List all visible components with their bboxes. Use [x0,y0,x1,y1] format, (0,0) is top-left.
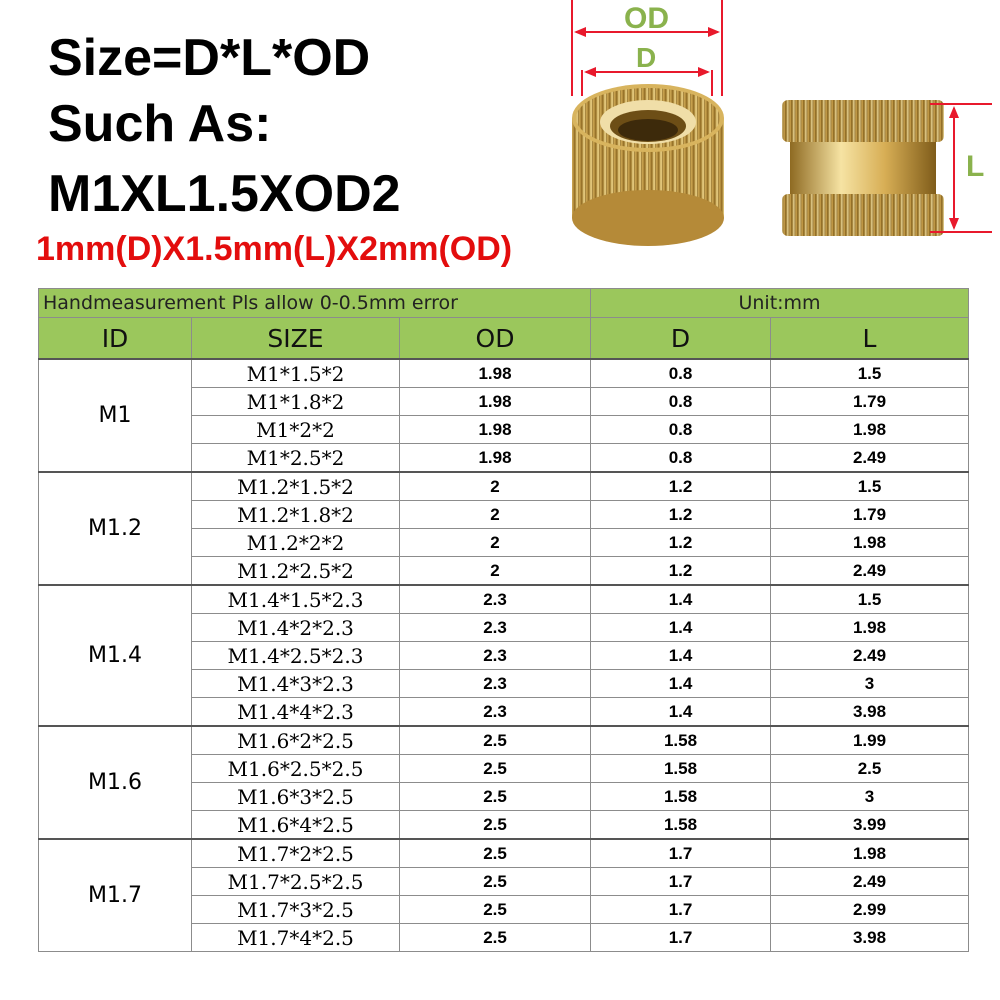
size-cell: M1.7*3*2.5 [192,896,400,924]
unit-note: Unit:mm [591,289,969,318]
d-cell: 1.58 [591,726,771,755]
brass-insert-side-view [780,100,946,236]
l-cell: 1.98 [771,614,969,642]
d-cell: 1.2 [591,557,771,586]
group-id-cell: M1.4 [39,585,192,726]
size-formula-title: Size=D*L*OD [48,29,371,87]
od-cell: 2 [400,557,591,586]
column-header: L [771,318,969,360]
d-cell: 0.8 [591,388,771,416]
od-cell: 2.3 [400,670,591,698]
l-cell: 1.5 [771,472,969,501]
d-cell: 0.8 [591,359,771,388]
od-cell: 2.5 [400,896,591,924]
od-cell: 2.5 [400,811,591,840]
size-cell: M1.4*1.5*2.3 [192,585,400,614]
size-cell: M1.2*2*2 [192,529,400,557]
l-cell: 1.98 [771,839,969,868]
od-cell: 2 [400,472,591,501]
d-cell: 1.58 [591,755,771,783]
d-cell: 1.2 [591,472,771,501]
l-cell: 1.98 [771,416,969,444]
l-cell: 3 [771,783,969,811]
d-cell: 1.2 [591,529,771,557]
size-cell: M1*2*2 [192,416,400,444]
l-cell: 1.98 [771,529,969,557]
size-cell: M1.6*2*2.5 [192,726,400,755]
size-cell: M1.4*3*2.3 [192,670,400,698]
d-cell: 1.58 [591,783,771,811]
l-cell: 2.5 [771,755,969,783]
column-header: D [591,318,771,360]
d-cell: 1.4 [591,585,771,614]
d-label: D [636,42,657,73]
size-cell: M1.4*2.5*2.3 [192,642,400,670]
table-row [39,585,969,614]
l-cell: 3.99 [771,811,969,840]
od-cell: 2.5 [400,868,591,896]
od-cell: 2.5 [400,755,591,783]
d-cell: 1.7 [591,924,771,952]
column-header: SIZE [192,318,400,360]
size-cell: M1.6*2.5*2.5 [192,755,400,783]
od-cell: 1.98 [400,359,591,388]
l-cell: 1.99 [771,726,969,755]
od-cell: 1.98 [400,416,591,444]
od-cell: 1.98 [400,388,591,416]
od-cell: 2.5 [400,924,591,952]
d-cell: 1.58 [591,811,771,840]
d-cell: 1.2 [591,501,771,529]
od-cell: 2.3 [400,614,591,642]
table-row [39,726,969,755]
size-cell: M1.7*2*2.5 [192,839,400,868]
od-cell: 2 [400,529,591,557]
od-cell: 2.3 [400,698,591,727]
l-dimension-lines [930,96,1000,242]
od-cell: 2 [400,501,591,529]
group-id-cell: M1.7 [39,839,192,952]
od-cell: 2.5 [400,839,591,868]
size-cell: M1.4*4*2.3 [192,698,400,727]
header-row [39,318,969,360]
size-cell: M1*1.5*2 [192,359,400,388]
size-cell: M1.7*4*2.5 [192,924,400,952]
size-cell: M1.2*2.5*2 [192,557,400,586]
size-cell: M1*1.8*2 [192,388,400,416]
group-id-cell: M1 [39,359,192,472]
brass-insert-front-view [568,78,728,250]
d-cell: 0.8 [591,416,771,444]
l-label: L [966,150,985,183]
od-cell: 1.98 [400,444,591,473]
d-cell: 1.4 [591,698,771,727]
measurement-note: Handmeasurement Pls allow 0-0.5mm error [39,289,591,318]
l-cell: 3.98 [771,698,969,727]
l-cell: 2.49 [771,444,969,473]
l-cell: 2.49 [771,642,969,670]
example-dimensions: 1mm(D)X1.5mm(L)X2mm(OD) [36,230,513,268]
size-cell: M1.4*2*2.3 [192,614,400,642]
d-cell: 1.4 [591,670,771,698]
size-cell: M1.7*2.5*2.5 [192,868,400,896]
table-row [39,839,969,868]
d-cell: 1.4 [591,642,771,670]
l-cell: 3.98 [771,924,969,952]
table-row [39,472,969,501]
group-id-cell: M1.6 [39,726,192,839]
l-cell: 3 [771,670,969,698]
spec-table-body [39,359,969,952]
l-cell: 1.5 [771,585,969,614]
l-cell: 2.49 [771,557,969,586]
size-cell: M1.6*4*2.5 [192,811,400,840]
od-cell: 2.3 [400,585,591,614]
column-header: ID [39,318,192,360]
column-header: OD [400,318,591,360]
od-label: OD [624,2,669,35]
size-cell: M1.6*3*2.5 [192,783,400,811]
od-cell: 2.5 [400,783,591,811]
group-id-cell: M1.2 [39,472,192,585]
l-cell: 1.79 [771,501,969,529]
such-as-label: Such As: [48,95,272,153]
example-size: M1XL1.5XOD2 [48,165,401,223]
note-row [39,289,969,318]
d-cell: 1.7 [591,896,771,924]
od-cell: 2.5 [400,726,591,755]
table-row [39,359,969,388]
size-cell: M1.2*1.5*2 [192,472,400,501]
size-cell: M1.2*1.8*2 [192,501,400,529]
d-cell: 1.7 [591,868,771,896]
spec-table [38,288,969,952]
l-cell: 2.49 [771,868,969,896]
l-cell: 1.5 [771,359,969,388]
size-cell: M1*2.5*2 [192,444,400,473]
od-cell: 2.3 [400,642,591,670]
d-cell: 1.4 [591,614,771,642]
l-cell: 1.79 [771,388,969,416]
d-cell: 1.7 [591,839,771,868]
d-cell: 0.8 [591,444,771,473]
l-cell: 2.99 [771,896,969,924]
